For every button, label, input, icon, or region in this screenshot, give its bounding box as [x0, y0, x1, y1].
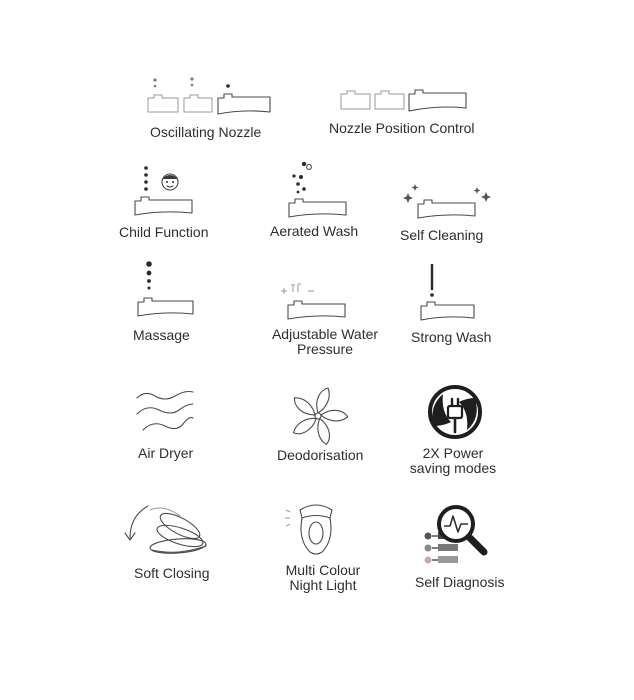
label-line: saving modes	[409, 460, 497, 476]
magnifier-diagnosis-icon	[420, 500, 492, 568]
air-dryer-icon	[135, 388, 195, 436]
label-line: Pressure	[296, 341, 354, 357]
soft-closing-lid-icon	[124, 500, 210, 558]
label-line: Night Light	[289, 577, 357, 593]
label-line: Adjustable Water	[271, 326, 379, 342]
water-pressure-icon	[279, 280, 349, 322]
feature-label: Nozzle Position Control	[329, 120, 475, 136]
oscillating-nozzle-icon	[144, 76, 274, 118]
feature-label: Strong Wash	[411, 329, 492, 345]
label-line: Multi Colour	[285, 562, 361, 578]
night-light-icon	[284, 500, 348, 558]
eco-plug-icon	[425, 382, 485, 442]
feature-label	[268, 327, 382, 357]
feature-label: Self Cleaning	[400, 227, 484, 243]
nozzle-position-icon	[338, 84, 470, 114]
feature-label: Oscillating Nozzle	[150, 124, 262, 140]
child-function-icon	[132, 164, 196, 219]
strong-wash-icon	[418, 262, 478, 324]
feature-label: Self Diagnosis	[415, 574, 505, 590]
aerated-wash-icon	[286, 159, 350, 221]
feature-label: Deodorisation	[277, 447, 364, 463]
fan-icon	[287, 386, 349, 446]
massage-icon	[135, 260, 197, 320]
feature-label: Aerated Wash	[270, 223, 359, 239]
feature-label	[405, 446, 501, 476]
feature-label: Child Function	[119, 224, 209, 240]
feature-label: Massage	[133, 327, 190, 343]
label-line: 2X Power	[422, 445, 484, 461]
feature-label: Soft Closing	[134, 565, 210, 581]
feature-label: Air Dryer	[138, 445, 194, 461]
self-cleaning-icon	[402, 182, 494, 222]
feature-label	[280, 563, 366, 593]
